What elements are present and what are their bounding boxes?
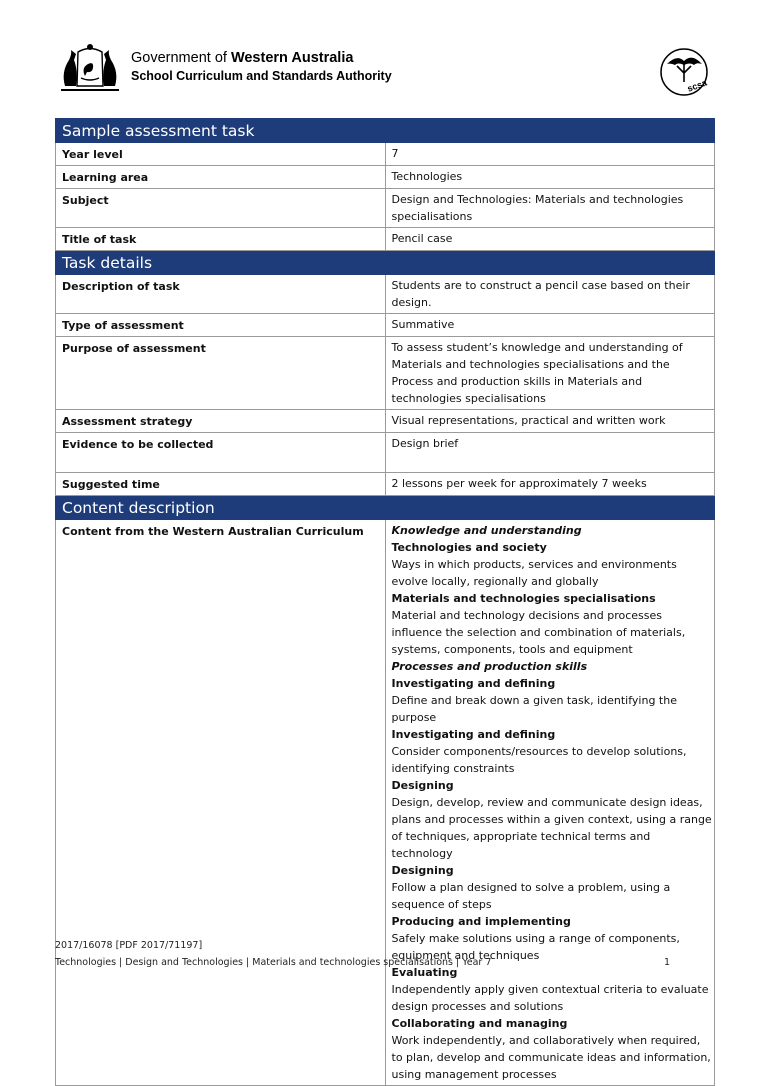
table-row bbox=[56, 275, 715, 314]
row-value: Design brief bbox=[385, 433, 715, 473]
row-label: Purpose of assessment bbox=[56, 337, 386, 410]
row-value: 7 bbox=[385, 143, 715, 166]
table-row bbox=[56, 337, 715, 410]
page-number: 1 bbox=[663, 957, 670, 968]
content-item: Investigating and defining bbox=[391, 728, 556, 741]
row-label: Type of assessment bbox=[56, 314, 386, 337]
content-item: Safely make solutions using a range of components, equipment and techniques bbox=[391, 932, 680, 962]
content-item: Collaborating and managing bbox=[391, 1017, 568, 1030]
page-footer bbox=[55, 937, 670, 971]
wa-coat-of-arms-logo bbox=[55, 42, 125, 94]
scsa-badge-logo bbox=[655, 46, 713, 98]
content-item: Producing and implementing bbox=[391, 915, 571, 928]
footer-reference: 2017/16078 [PDF 2017/71197] bbox=[55, 940, 203, 951]
content-row bbox=[56, 520, 715, 1086]
table-row bbox=[56, 189, 715, 228]
row-label: Description of task bbox=[56, 275, 386, 314]
content-item: Follow a plan designed to solve a problem, using a sequence of steps bbox=[391, 881, 671, 911]
row-label: Evidence to be collected bbox=[56, 433, 386, 473]
table-row bbox=[56, 166, 715, 189]
content-list bbox=[385, 520, 715, 1086]
row-value: Technologies bbox=[385, 166, 715, 189]
table-row bbox=[56, 228, 715, 251]
content-label: Content from the Western Australian Curriculum bbox=[56, 520, 386, 1086]
content-description-row bbox=[56, 496, 715, 520]
sample-assessment-task-row bbox=[56, 119, 715, 143]
row-label: Title of task bbox=[56, 228, 386, 251]
row-value: Pencil case bbox=[385, 228, 715, 251]
content-item: Technologies and society bbox=[391, 541, 547, 554]
row-value: Design and Technologies: Materials and technologies specialisations bbox=[385, 189, 715, 228]
content-item: Material and technology decisions and processes influence the selection and combination of materials, systems, components, tools and equipment bbox=[391, 609, 686, 656]
content-item: Evaluating bbox=[391, 966, 458, 979]
row-value: 2 lessons per week for approximately 7 weeks bbox=[385, 473, 715, 496]
scsa-badge-text: scsa bbox=[685, 77, 709, 94]
row-value: To assess student’s knowledge and understanding of Materials and technologies specialisations and the Process and production skills in Materials and technologies specialisations bbox=[385, 337, 715, 410]
content-item: Consider components/resources to develop solutions, identifying constraints bbox=[391, 745, 687, 775]
footer-breadcrumb: Technologies | Design and Technologies | Materials and technologies specialisations | Year 7 bbox=[55, 957, 492, 968]
document-header bbox=[55, 42, 715, 98]
row-value: Summative bbox=[385, 314, 715, 337]
content-item: Designing bbox=[391, 864, 454, 877]
content-item: Ways in which products, services and environments evolve locally, regionally and globally bbox=[391, 558, 677, 588]
table-row bbox=[56, 410, 715, 433]
row-label: Subject bbox=[56, 189, 386, 228]
content-item: Processes and production skills bbox=[391, 660, 588, 673]
row-label: Year level bbox=[56, 143, 386, 166]
task-details-row bbox=[56, 251, 715, 275]
content-description-heading: Content description bbox=[56, 496, 715, 520]
organisation-name: Government of Western Australia School Curriculum and Standards Authority bbox=[131, 50, 392, 83]
content-item: Define and break down a given task, identifying the purpose bbox=[391, 694, 677, 724]
content-item: Independently apply given contextual criteria to evaluate design processes and solutions bbox=[391, 983, 709, 1013]
content-item: Work independently, and collaboratively when required, to plan, develop and communicate ideas and information, using management processes bbox=[391, 1034, 711, 1081]
sample-assessment-task-heading: Sample assessment task bbox=[56, 119, 715, 143]
row-label: Suggested time bbox=[56, 473, 386, 496]
table-row bbox=[56, 433, 715, 473]
content-item: Design, develop, review and communicate design ideas, plans and processes within a given context, using a range of techniques, appropriate technical terms and technology bbox=[391, 796, 712, 860]
content-item: Materials and technologies specialisations bbox=[391, 592, 656, 605]
table-row bbox=[56, 473, 715, 496]
content-item: Knowledge and understanding bbox=[391, 524, 582, 537]
row-label: Learning area bbox=[56, 166, 386, 189]
table-row bbox=[56, 143, 715, 166]
row-label: Assessment strategy bbox=[56, 410, 386, 433]
content-item: Investigating and defining bbox=[391, 677, 556, 690]
row-value: Students are to construct a pencil case based on their design. bbox=[385, 275, 715, 314]
row-value: Visual representations, practical and written work bbox=[385, 410, 715, 433]
content-item: Designing bbox=[391, 779, 454, 792]
table-row bbox=[56, 314, 715, 337]
task-details-heading: Task details bbox=[56, 251, 715, 275]
